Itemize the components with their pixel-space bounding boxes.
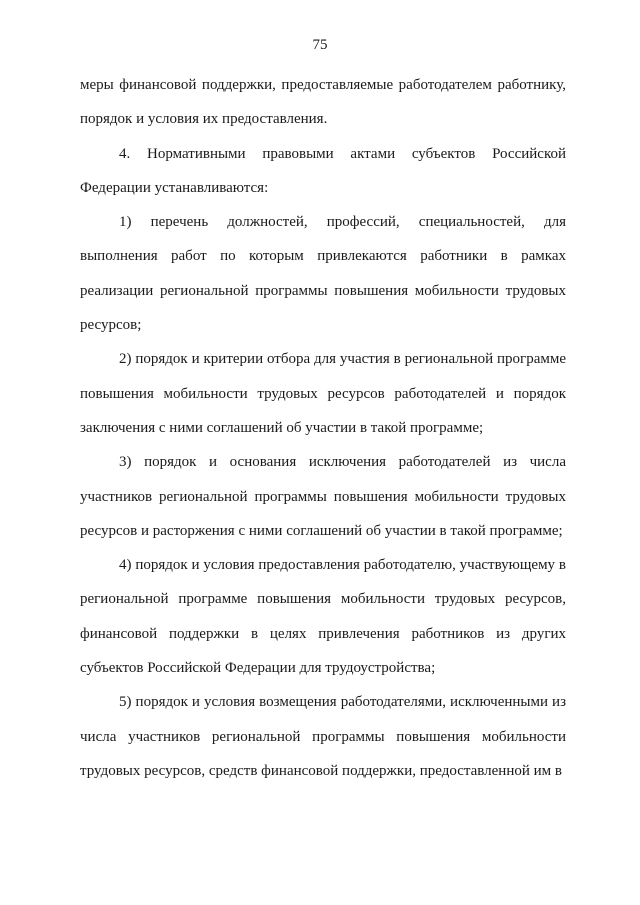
paragraph-continuation: меры финансовой поддержки, предоставляемые работодателем работнику, порядок и условия их предоставления. [80, 77, 566, 128]
paragraph-item-3: 3) порядок и основания исключения работодателей из числа участников региональной программы повышения мобильности трудовых ресурсов и расторжения с ними соглашений об участии в такой программе; [80, 454, 566, 539]
paragraph-section-4: 4. Нормативными правовыми актами субъектов Российской Федерации устанавливаются: [80, 145, 566, 196]
paragraph-item-5: 5) порядок и условия возмещения работодателями, исключенными из числа участников региональной программы повышения мобильности трудовых ресурсов, средств финансовой поддержки, предоставленной им в [80, 694, 566, 779]
page-number: 75 [312, 37, 328, 53]
paragraph-item-2: 2) порядок и критерии отбора для участия в региональной программе повышения мобильности трудовых ресурсов работодателей и порядок заключения с ними соглашений об участии в такой программе; [80, 351, 566, 436]
paragraph-item-4: 4) порядок и условия предоставления работодателю, участвующему в региональной программе повышения мобильности трудовых ресурсов, финансовой поддержки в целях привлечения работников из других субъектов Российской Федерации для трудоустройства; [80, 557, 566, 677]
document-body [80, 68, 566, 788]
paragraph-item-1: 1) перечень должностей, профессий, специальностей, для выполнения работ по которым привлекаются работники в рамках реализации региональной программы повышения мобильности трудовых ресурсов; [80, 214, 566, 334]
